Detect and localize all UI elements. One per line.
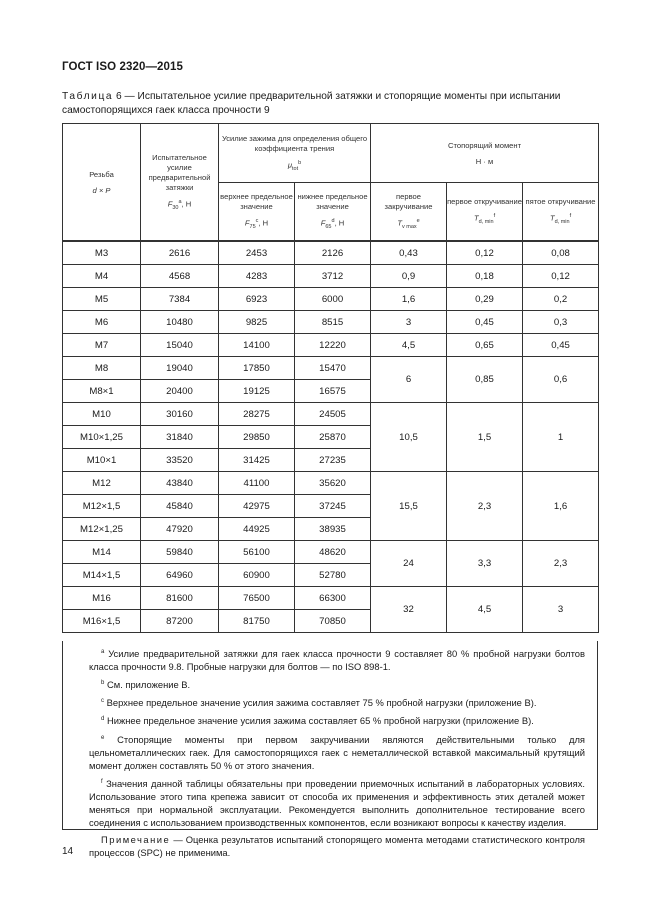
cell-thread: М10×1,25 — [63, 426, 141, 449]
cell-first-loosen: 0,18 — [447, 265, 523, 288]
cell-test-force: 30160 — [141, 403, 219, 426]
header-test-force: Испытательное усилие предварительной затяжки $F_{30}^a$, Н — [141, 124, 219, 242]
cell-test-force: 19040 — [141, 357, 219, 380]
cell-clamp-lower: 8515 — [295, 311, 371, 334]
cell-thread: М16 — [63, 587, 141, 610]
header-fifth-loosen: пятое откручивание $T_{d, min}^f$ — [523, 183, 599, 242]
cell-clamp-lower: 52780 — [295, 564, 371, 587]
page-number: 14 — [62, 846, 74, 857]
cell-first-tighten: 32 — [371, 587, 447, 633]
cell-test-force: 10480 — [141, 311, 219, 334]
cell-test-force: 45840 — [141, 495, 219, 518]
cell-thread: М3 — [63, 241, 141, 265]
data-table — [62, 123, 599, 633]
cell-thread: М12×1,25 — [63, 518, 141, 541]
cell-clamp-upper: 28275 — [219, 403, 295, 426]
cell-fifth-loosen: 0,2 — [523, 288, 599, 311]
cell-thread: М12×1,5 — [63, 495, 141, 518]
table-row — [63, 311, 599, 334]
cell-thread: М14×1,5 — [63, 564, 141, 587]
cell-clamp-upper: 4283 — [219, 265, 295, 288]
header-first-loosen: первое откручивание $T_{d, min}^f$ — [447, 183, 523, 242]
cell-first-tighten: 24 — [371, 541, 447, 587]
cell-clamp-upper: 76500 — [219, 587, 295, 610]
cell-thread: М6 — [63, 311, 141, 334]
cell-first-tighten: 3 — [371, 311, 447, 334]
table-row — [63, 288, 599, 311]
note-a: $^a$ Усилие предварительной затяжки для гаек класса прочности 9 составляет 80 % пробной нагрузки болтов класса прочности 9.8. Пробные нагрузки для болтов — по ISO 898-1. — [89, 648, 585, 673]
table-row — [63, 472, 599, 495]
table-row — [63, 265, 599, 288]
cell-test-force: 87200 — [141, 610, 219, 633]
cell-clamp-lower: 38935 — [295, 518, 371, 541]
cell-clamp-lower: 25870 — [295, 426, 371, 449]
cell-clamp-lower: 66300 — [295, 587, 371, 610]
note-c: $^c$ Верхнее предельное значение усилия зажима составляет 75 % пробной нагрузки (приложение В). — [101, 697, 537, 709]
header-torque-group: Стопорящий момент Н · м — [371, 124, 599, 183]
cell-first-loosen: 2,3 — [447, 472, 523, 541]
cell-test-force: 47920 — [141, 518, 219, 541]
cell-clamp-upper: 6923 — [219, 288, 295, 311]
cell-clamp-upper: 31425 — [219, 449, 295, 472]
table-row — [63, 587, 599, 610]
cell-fifth-loosen: 1,6 — [523, 472, 599, 541]
document-header: ГОСТ ISO 2320—2015 — [62, 61, 184, 73]
cell-first-tighten: 0,9 — [371, 265, 447, 288]
cell-test-force: 33520 — [141, 449, 219, 472]
cell-first-tighten: 15,5 — [371, 472, 447, 541]
table-row — [63, 541, 599, 564]
cell-first-loosen: 0,12 — [447, 241, 523, 265]
cell-fifth-loosen: 3 — [523, 587, 599, 633]
header-thread: Резьба d × P — [63, 124, 141, 242]
cell-first-loosen: 0,45 — [447, 311, 523, 334]
note-b: $^b$ См. приложение В. — [101, 679, 191, 691]
cell-first-loosen: 0,29 — [447, 288, 523, 311]
cell-first-tighten: 0,43 — [371, 241, 447, 265]
cell-test-force: 4568 — [141, 265, 219, 288]
cell-first-loosen: 0,85 — [447, 357, 523, 403]
cell-clamp-lower: 2126 — [295, 241, 371, 265]
cell-clamp-upper: 60900 — [219, 564, 295, 587]
caption-number: 6 — [116, 91, 122, 102]
cell-fifth-loosen: 0,12 — [523, 265, 599, 288]
cell-clamp-upper: 2453 — [219, 241, 295, 265]
cell-clamp-upper: 56100 — [219, 541, 295, 564]
header-clamp-lower: нижнее предельное значение $F_{65}^d$, Н — [295, 183, 371, 242]
cell-clamp-upper: 41100 — [219, 472, 295, 495]
cell-first-loosen: 3,3 — [447, 541, 523, 587]
cell-clamp-upper: 17850 — [219, 357, 295, 380]
cell-clamp-lower: 35620 — [295, 472, 371, 495]
cell-clamp-lower: 37245 — [295, 495, 371, 518]
cell-clamp-lower: 24505 — [295, 403, 371, 426]
cell-fifth-loosen: 0,08 — [523, 241, 599, 265]
cell-clamp-lower: 27235 — [295, 449, 371, 472]
cell-thread: М4 — [63, 265, 141, 288]
cell-first-loosen: 4,5 — [447, 587, 523, 633]
cell-thread: М5 — [63, 288, 141, 311]
cell-thread: М10×1 — [63, 449, 141, 472]
cell-thread: М16×1,5 — [63, 610, 141, 633]
cell-first-tighten: 6 — [371, 357, 447, 403]
cell-thread: М10 — [63, 403, 141, 426]
cell-test-force: 64960 — [141, 564, 219, 587]
header-clamp-group: Усилие зажима для определения общего коэффициента трения $\mu_{tot}^b$ — [219, 124, 371, 183]
caption-text: — Испытательное усилие предварительной затяжки и стопорящие моменты при испытании самостопорящихся гаек класса прочности 9 — [62, 91, 561, 116]
cell-fifth-loosen: 0,45 — [523, 334, 599, 357]
caption-label: Таблица — [62, 91, 114, 102]
cell-thread: М8 — [63, 357, 141, 380]
cell-test-force: 31840 — [141, 426, 219, 449]
cell-fifth-loosen: 0,3 — [523, 311, 599, 334]
table-row — [63, 334, 599, 357]
cell-first-loosen: 0,65 — [447, 334, 523, 357]
cell-clamp-upper: 29850 — [219, 426, 295, 449]
table-row — [63, 241, 599, 265]
cell-test-force: 81600 — [141, 587, 219, 610]
table-row — [63, 403, 599, 426]
cell-thread: М7 — [63, 334, 141, 357]
cell-test-force: 20400 — [141, 380, 219, 403]
cell-fifth-loosen: 2,3 — [523, 541, 599, 587]
cell-clamp-lower: 6000 — [295, 288, 371, 311]
cell-first-loosen: 1,5 — [447, 403, 523, 472]
cell-clamp-lower: 15470 — [295, 357, 371, 380]
cell-clamp-upper: 44925 — [219, 518, 295, 541]
cell-clamp-upper: 19125 — [219, 380, 295, 403]
cell-clamp-lower: 3712 — [295, 265, 371, 288]
cell-clamp-lower: 12220 — [295, 334, 371, 357]
note-remark: Примечание — Оценка результатов испытаний стопорящего момента методами статистического контроля процессов (SPC) не применима. — [89, 833, 586, 858]
cell-thread: М12 — [63, 472, 141, 495]
cell-fifth-loosen: 0,6 — [523, 357, 599, 403]
cell-fifth-loosen: 1 — [523, 403, 599, 472]
cell-test-force: 59840 — [141, 541, 219, 564]
note-f: $^f$ Значения данной таблицы обязательны при проведении приемочных испытаний в лабораторных условиях. Использование этого типа крепежа зависит от способа их применения и эффективность этих деталей может меняться при нормальной эксплуатации. Рекомендуется выполнить дополнительное тестирование всего соединения с использованием производственных компонентов, если возникают вопросы к качеству изделия. — [89, 777, 585, 828]
cell-first-tighten: 4,5 — [371, 334, 447, 357]
cell-first-tighten: 10,5 — [371, 403, 447, 472]
header-first-tighten: первое закручивание $T_{v max}^e$ — [371, 183, 447, 242]
header-clamp-upper: верхнее предельное значение $F_{75}^c$, Н — [219, 183, 295, 242]
cell-first-tighten: 1,6 — [371, 288, 447, 311]
cell-thread: М14 — [63, 541, 141, 564]
cell-test-force: 43840 — [141, 472, 219, 495]
cell-clamp-upper: 42975 — [219, 495, 295, 518]
cell-clamp-lower: 70850 — [295, 610, 371, 633]
cell-clamp-lower: 16575 — [295, 380, 371, 403]
cell-clamp-upper: 9825 — [219, 311, 295, 334]
cell-clamp-upper: 14100 — [219, 334, 295, 357]
table-caption — [62, 90, 602, 117]
cell-thread: М8×1 — [63, 380, 141, 403]
cell-clamp-lower: 48620 — [295, 541, 371, 564]
cell-test-force: 7384 — [141, 288, 219, 311]
table-row — [63, 357, 599, 380]
cell-test-force: 15040 — [141, 334, 219, 357]
cell-test-force: 2616 — [141, 241, 219, 265]
note-e: $^e$ Стопорящие моменты при первом закручивании являются действительными только для цельнометаллических гаек. Для самостопорящихся гаек с неметаллической вставкой максимальный крутящий момент должен составлять 50 % от этого значения. — [89, 733, 585, 771]
cell-clamp-upper: 81750 — [219, 610, 295, 633]
note-d: $^d$ Нижнее предельное значение усилия зажима составляет 65 % пробной нагрузки (приложение В). — [101, 715, 534, 727]
